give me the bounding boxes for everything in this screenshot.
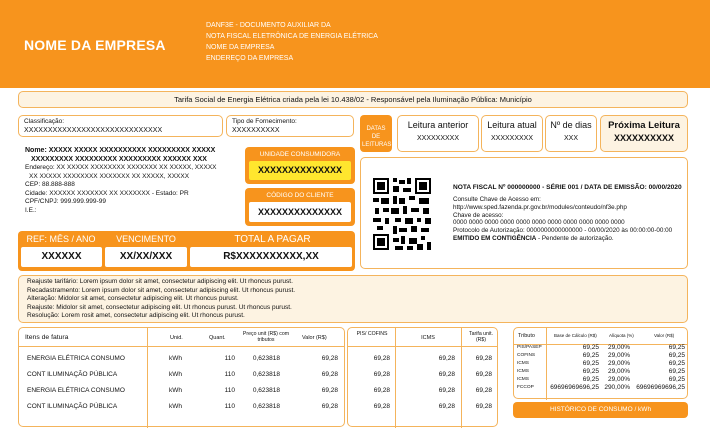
leitura-atual-label: Leitura atual <box>487 120 537 130</box>
row-unid: kWh <box>169 403 182 410</box>
cliente-cep: CEP: 88.888-888 <box>25 181 75 189</box>
danfe-line: NOTA FISCAL ELETRÔNICA DE ENERGIA ELÉTRICA <box>206 33 378 40</box>
codigo-field <box>249 202 351 222</box>
num-dias-value: XXX <box>563 135 578 142</box>
trib-nome: PIS/PASEP <box>517 345 542 350</box>
total-label: TOTAL A PAGAR <box>234 234 311 245</box>
reajuste-line <box>27 278 679 287</box>
trib-base: 69,25 <box>582 360 599 367</box>
trib-valor: 69696969696,25 <box>636 384 685 391</box>
header-icms: ICMS <box>421 335 435 341</box>
trib-nome: ICMS <box>517 377 529 382</box>
danfe-line: NOME DA EMPRESA <box>206 44 275 51</box>
vencimento-label: VENCIMENTO <box>116 234 176 244</box>
trib-aliquota: 29,00% <box>607 376 630 383</box>
reajuste-text: Midolor sit amet, consectetur adipiscing elit. Ut rhoncus purust. <box>56 295 239 303</box>
contingencia-rest: - Pendente de autorização. <box>536 234 614 242</box>
row-pis: 69,28 <box>373 387 390 394</box>
codigo-value: XXXXXXXXXXXXXX <box>257 207 343 217</box>
trib-base: 69,25 <box>582 344 599 351</box>
row-tarifa: 69,28 <box>475 355 492 362</box>
row-valor: 69,28 <box>321 403 338 410</box>
fornecimento-value: XXXXXXXXXX <box>232 127 280 134</box>
trib-base: 69696969696,25 <box>550 384 599 391</box>
reajuste-line <box>27 287 679 296</box>
cliente-endereco-2: XX XXXXX XXXXXXXX XXXXXXX XX XXXXX, XXXXX <box>29 172 190 180</box>
danfe-line: ENDEREÇO DA EMPRESA <box>206 55 294 62</box>
row-unid: kWh <box>169 371 182 378</box>
header-unid: Unid. <box>170 335 183 341</box>
num-dias-label: Nº de dias <box>550 120 592 130</box>
reajuste-label: Reajuste tarifário: <box>27 278 78 285</box>
header-preco: Preço unit (R$) com tributos <box>242 331 290 343</box>
unidade-value: XXXXXXXXXXXXXX <box>257 165 343 175</box>
reajuste-text: Lorem ipsum dolor sit amet, consectetur adipiscing elit. Ut rhoncus purust. <box>77 278 293 285</box>
trib-header-base: Base de Cálculo (R$) <box>554 333 597 338</box>
leitura-anterior-label: Leitura anterior <box>407 120 469 130</box>
classificacao-value: XXXXXXXXXXXXXXXXXXXXXXXXXXXXX <box>24 127 163 134</box>
leitura-anterior-box <box>397 115 479 152</box>
fornecimento-box <box>226 115 354 137</box>
reajuste-line <box>27 304 679 313</box>
header-item: Itens de fatura <box>25 334 69 341</box>
nota-contingencia <box>453 235 672 243</box>
row-valor: 69,28 <box>321 387 338 394</box>
ref-field <box>21 247 102 267</box>
datas-leituras-text: DATAS DE LEITURAS <box>362 126 392 148</box>
trib-base: 69,25 <box>582 368 599 375</box>
cliente-cpf: CPF/CNPJ: 999.999.999-99 <box>25 198 106 206</box>
cliente-nome-label: Nome: <box>25 147 47 154</box>
unidade-consumidora-box <box>245 147 355 184</box>
row-preco: 0,623818 <box>252 355 280 362</box>
row-item: CONT ILUMINAÇÃO PÚBLICA <box>27 403 118 410</box>
reajuste-label: Resolução: <box>27 312 60 320</box>
trib-header-valor: Valor (R$) <box>654 333 675 338</box>
ref-label: REF: MÊS / ANO <box>26 234 96 244</box>
trib-nome: COFINS <box>517 353 536 358</box>
trib-valor: 69,25 <box>668 368 685 375</box>
reajuste-text: Lorem rosit amet, consectetur adipiscing elit. Ut rhoncus purust. <box>59 312 245 320</box>
historico-consumo-header <box>513 402 688 418</box>
historico-label: HISTÓRICO DE CONSUMO / kWh <box>549 406 652 413</box>
row-tarifa: 69,28 <box>475 403 492 410</box>
danfe-line: DANF3E - DOCUMENTO AUXILIAR DA <box>206 22 331 29</box>
nota-line: 0000 0000 0000 0000 0000 0000 0000 0000 0000 0000 0000 <box>453 219 625 227</box>
reajuste-text: Lorem ipsum dolor sit amet, consectetur adipiscing elit. Ut rhoncus purust. <box>80 286 296 294</box>
row-preco: 0,623818 <box>252 371 280 378</box>
trib-valor: 69,25 <box>668 352 685 359</box>
cliente-ie: I.E.: <box>25 206 37 214</box>
trib-nome: ICMS <box>517 361 529 366</box>
ref-value: XXXXXX <box>41 251 82 262</box>
row-item: CONT ILUMINAÇÃO PÚBLICA <box>27 371 118 378</box>
header-tarifa: Tarifa unit. (R$) <box>469 331 493 343</box>
proxima-leitura-label: Próxima Leitura <box>608 120 680 131</box>
danfe-info <box>206 20 378 64</box>
row-pis: 69,28 <box>373 355 390 362</box>
row-quant: 110 <box>224 371 235 378</box>
reajustes-box <box>18 275 688 323</box>
trib-valor: 69,25 <box>668 376 685 383</box>
total-value: R$XXXXXXXXXX,XX <box>223 251 319 262</box>
datas-leituras-label <box>360 115 392 152</box>
row-preco: 0,623818 <box>252 387 280 394</box>
cliente-endereco-1: Endereço: XX XXXXX XXXXXXXX XXXXXXX XX XXXXX, XXXXX <box>25 164 217 171</box>
reajuste-line <box>27 295 679 304</box>
leitura-atual-value: XXXXXXXXX <box>490 135 534 142</box>
row-icms: 69,28 <box>438 371 455 378</box>
row-icms: 69,28 <box>438 387 455 394</box>
nota-fiscal-title: NOTA FISCAL Nº 000000000 - SÉRIE 001 / DATA DE EMISSÃO: 00/00/2020 <box>453 184 682 191</box>
reajuste-label: Alteração: <box>27 295 57 303</box>
row-unid: kWh <box>169 387 182 394</box>
contingencia-bold: EMITIDO EM CONTIGÊNCIA <box>453 234 537 242</box>
trib-base: 69,25 <box>582 376 599 383</box>
cliente-nome-line2: XXXXXXXXX XXXXXXXXX XXXXXXXXX XXXXXX XXX <box>31 155 207 163</box>
tarifa-social-banner: Tarifa Social de Energia Elétrica criada pela lei 10.438/02 - Responsável pela Iluminação Pública: Município <box>18 91 688 108</box>
trib-aliquota: 29,00% <box>607 352 630 359</box>
trib-aliquota: 29,00% <box>607 368 630 375</box>
trib-valor: 69,25 <box>668 344 685 351</box>
row-tarifa: 69,28 <box>475 371 492 378</box>
row-quant: 110 <box>224 355 235 362</box>
nota-link[interactable]: http://www.sped.fazenda.pr.gov.br/modules/conteudo/nf3e.php <box>453 203 627 211</box>
unidade-label: UNIDADE CONSUMIDORA <box>259 151 341 158</box>
row-unid: kWh <box>169 355 182 362</box>
reajuste-label: Reajuste: <box>27 303 55 311</box>
nota-line: Protocolo de Autorização: 0000000000000000 - 00/00/2020 às 00:00:00-00:00 <box>453 227 673 235</box>
nota-line: Consulte Chave de Acesso em: <box>453 196 541 203</box>
row-pis: 69,28 <box>373 371 390 378</box>
leitura-anterior-value: XXXXXXXXX <box>416 135 460 142</box>
header-quant: Quant. <box>209 335 226 341</box>
qr-code-icon <box>371 176 433 252</box>
num-dias-box <box>545 115 597 152</box>
cliente-cidade: Cidade: XXXXXX XXXXXXX XX XXXXXXX - Estado: PR <box>25 189 189 197</box>
trib-nome: FCCOP <box>517 385 534 390</box>
row-valor: 69,28 <box>321 371 338 378</box>
cliente-nome <box>25 147 245 156</box>
classificacao-box <box>18 115 223 137</box>
nota-line: Chave de acesso: <box>453 211 504 219</box>
trib-aliquota: 29,00% <box>607 360 630 367</box>
vencimento-value: XX/XX/XXX <box>119 251 173 262</box>
header-pis: PIS/ COFINS <box>356 331 388 337</box>
vencimento-field <box>105 247 187 267</box>
reajuste-text: Midolor sit amet, consectetur adipiscing elit. Ut rhoncus purust. Ut rhoncus purust. <box>54 303 292 311</box>
codigo-label: CÓDIGO DO CLIENTE <box>266 192 334 199</box>
nota-fiscal-details <box>453 196 672 243</box>
company-name: NOME DA EMPRESA <box>24 37 166 53</box>
trib-nome: ICMS <box>517 369 529 374</box>
trib-aliquota: 290,00% <box>604 384 630 391</box>
pagamento-bar <box>18 231 355 271</box>
row-quant: 110 <box>224 387 235 394</box>
row-quant: 110 <box>224 403 235 410</box>
row-icms: 69,28 <box>438 403 455 410</box>
row-icms: 69,28 <box>438 355 455 362</box>
fornecimento-label: Tipo de Fornecimento: <box>232 118 297 125</box>
total-field <box>190 247 352 267</box>
classificacao-label: Classificação: <box>24 118 65 125</box>
proxima-leitura-value: XXXXXXXXXX <box>613 133 675 143</box>
unidade-field <box>249 161 351 180</box>
row-valor: 69,28 <box>321 355 338 362</box>
row-preco: 0,623818 <box>252 403 280 410</box>
reajuste-line <box>27 312 679 321</box>
row-tarifa: 69,28 <box>475 387 492 394</box>
codigo-cliente-box <box>245 188 355 226</box>
cliente-nome-line1: XXXXX XXXXX XXXXXXXXXX XXXXXXXXX XXXXX <box>48 147 216 154</box>
cliente-info <box>25 147 245 216</box>
header-valor: Valor (R$) <box>302 335 327 341</box>
trib-base: 69,25 <box>582 352 599 359</box>
row-pis: 69,28 <box>373 403 390 410</box>
row-item: ENERGIA ELÉTRICA CONSUMO <box>27 355 125 362</box>
trib-aliquota: 29,00% <box>607 344 630 351</box>
proxima-leitura-box <box>600 115 688 152</box>
reajuste-label: Recadastramento: <box>27 286 81 294</box>
trib-header-tributo: Tributo <box>518 333 535 339</box>
leitura-atual-box <box>481 115 543 152</box>
nota-fiscal-box <box>360 157 688 269</box>
row-item: ENERGIA ELÉTRICA CONSUMO <box>27 387 125 394</box>
trib-valor: 69,25 <box>668 360 685 367</box>
trib-header-aliquota: Alíquota (%) <box>609 333 634 338</box>
